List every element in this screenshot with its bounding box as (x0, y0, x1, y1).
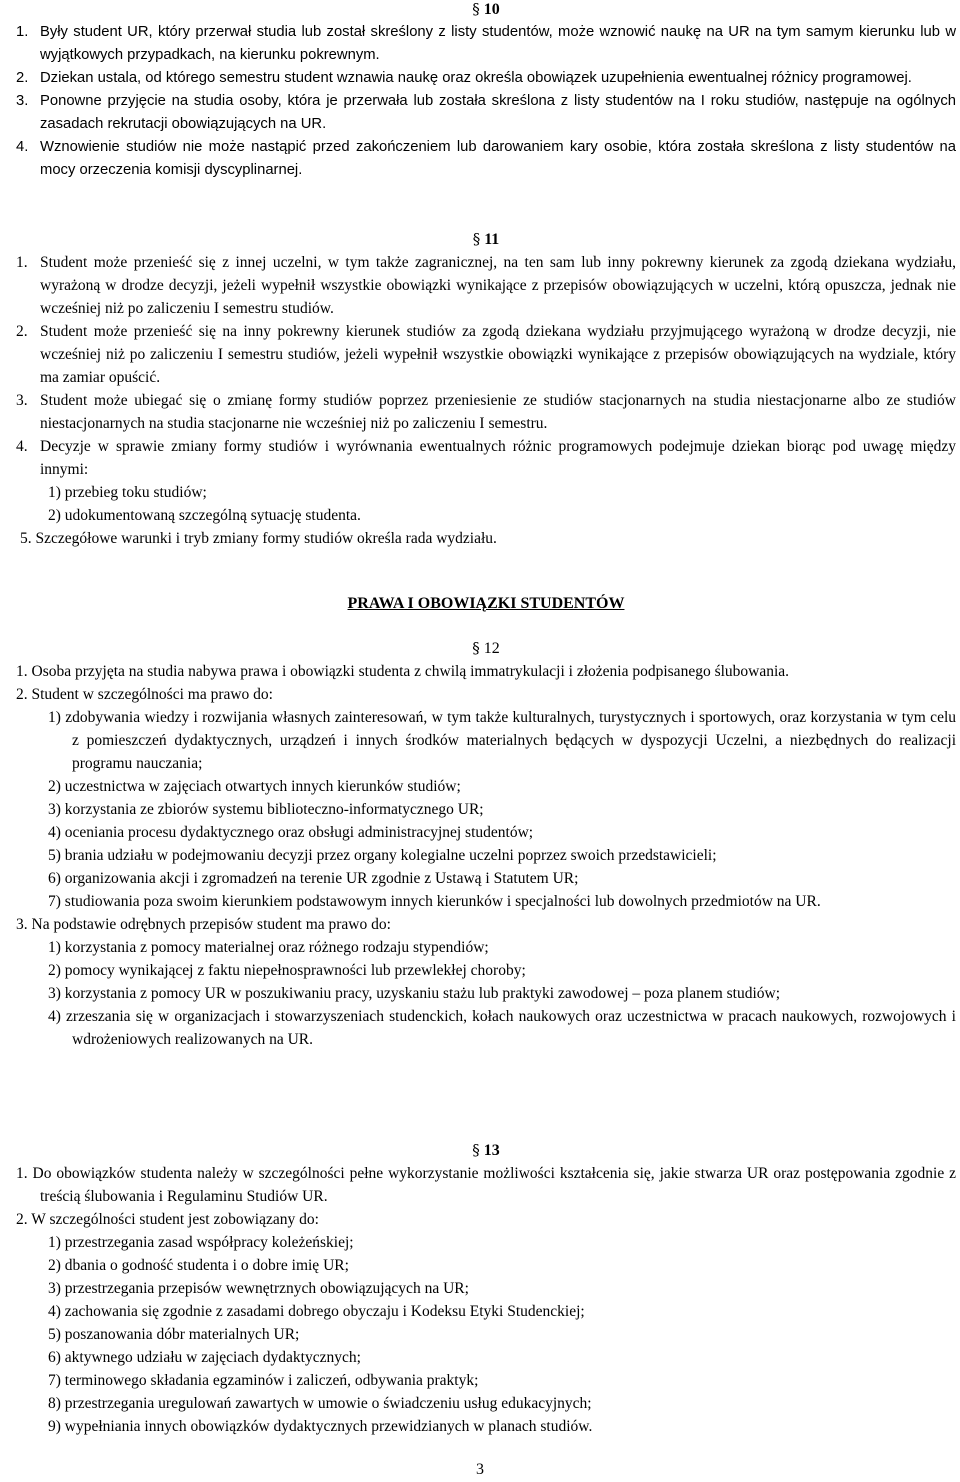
list-item: 1. Osoba przyjęta na studia nabywa prawa i obowiązki studenta z chwilą immatrykulacji i złożenia podpisanego ślubowania. (16, 663, 790, 680)
list-item: 2. Student może przenieść się na inny pokrewny kierunek studiów za zgodą dziekana wydziału przyjmującego wyrażoną w drodze decyzji, nie wcześniej niż po zaliczeniu I semestru studiów, jeżeli wypełnił wszystkie obowiązki wynikające z przepisów obowiązujących na wydziale, który ma zamiar opuścić. (16, 323, 956, 386)
list-item: 3) korzystania z pomocy UR w poszukiwaniu pracy, uzyskaniu stażu lub praktyki zawodowej – poza planem studiów; (48, 985, 781, 1002)
list-item: 6) aktywnego udziału w zajęciach dydaktycznych; (48, 1349, 361, 1366)
list-item: 3. Ponowne przyjęcie na studia osoby, która je przerwała lub została skreślona z listy studentów na I roku studiów, następuje na ogólnych zasadach rekrutacji obowiązujących na UR. (16, 93, 956, 132)
list-item: 2) udokumentowaną szczególną sytuację studenta. (48, 507, 361, 524)
page-number: 3 (476, 1461, 484, 1478)
list-item: 7) terminowego składania egzaminów i zaliczeń, odbywania praktyk; (48, 1372, 479, 1389)
list-item: 3. Na podstawie odrębnych przepisów student ma prawo do: (16, 916, 391, 933)
section-10-marker: § 10 (472, 0, 500, 18)
list-item: 4) zrzeszania się w organizacjach i stowarzyszeniach studenckich, kołach naukowych oraz uczestnictwa w pracach naukowych, rozwojowych i wdrożeniowych realizowanych na UR. (48, 1008, 956, 1048)
section-11-body (16, 251, 956, 550)
list-item: 7) studiowania poza swoim kierunkiem podstawowym innych kierunków i specjalności lub dowolnych przedmiotów na UR. (48, 893, 821, 910)
list-item: 1. Do obowiązków studenta należy w szczególności pełne wykorzystanie możliwości kształcenia się, jakie stwarza UR oraz postępowania zgodnie z treścią ślubowania i Regulaminu Studiów UR. (16, 1165, 956, 1205)
list-item: 3. Student może ubiegać się o zmianę formy studiów poprzez przeniesienie ze studiów stacjonarnych na studia niestacjonarne albo ze studiów niestacjonarnych na studia stacjonarne nie wcześniej niż po zaliczeniu I semestru. (16, 392, 956, 432)
list-item: 5) poszanowania dóbr materialnych UR; (48, 1326, 300, 1343)
section-13-marker: § 13 (472, 1141, 500, 1159)
list-item: 1) zdobywania wiedzy i rozwijania własnych zainteresowań, w tym także kulturalnych, turystycznych i sportowych, oraz korzystania w tym celu z pomieszczeń dydaktycznych, urządzeń i innych środków materialnych będących w dyspozycji Uczelni, a niezbędnych do realizacji programu nauczania; (48, 709, 956, 772)
list-item: 6) organizowania akcji i zgromadzeń na terenie UR zgodnie z Ustawą i Statutem UR; (48, 870, 579, 887)
section-10-body (16, 21, 956, 182)
list-item: 4) zachowania się zgodnie z zasadami dobrego obyczaju i Kodeksu Etyki Studenckiej; (48, 1303, 585, 1320)
list-item: 1) przebieg toku studiów; (48, 484, 207, 501)
list-item: 2. Dziekan ustala, od którego semestru student wznawia naukę oraz określa obowiązek uzupełnienia ewentualnej różnicy programowej. (16, 70, 912, 86)
list-item: 5. Szczegółowe warunki i tryb zmiany formy studiów określa rada wydziału. (20, 530, 497, 547)
sub-list (16, 481, 956, 527)
list-item: 2) uczestnictwa w zajęciach otwartych innych kierunków studiów; (48, 778, 461, 795)
list-item: 2. Student w szczególności ma prawo do: (16, 686, 273, 703)
list-item: 2) dbania o godność studenta i o dobre imię UR; (48, 1257, 349, 1274)
list-item: 9) wypełniania innych obowiązków dydaktycznych przewidzianych w planach studiów. (48, 1418, 593, 1435)
list-item: 3) przestrzegania przepisów wewnętrznych obowiązujących na UR; (48, 1280, 469, 1297)
list-item: 8) przestrzegania uregulowań zawartych w umowie o świadczeniu usług edukacyjnych; (48, 1395, 592, 1412)
list-item: 1. Student może przenieść się z innej uczelni, w tym także zagranicznej, na ten sam lub inny pokrewny kierunek za zgodą dziekana wydziału, wyrażoną w drodze decyzji, jeżeli wypełnił wszystkie obowiązki wynikające z przepisów obowiązujących w uczelni, którą opuszcza, jednak nie wcześniej niż po zaliczeniu I semestru studiów. (16, 254, 956, 317)
list-item: 2. W szczególności student jest zobowiązany do: (16, 1211, 319, 1228)
section-12-body (16, 660, 956, 1051)
section-12-marker: § 12 (472, 639, 500, 657)
list-item: 3) korzystania ze zbiorów systemu biblioteczno-informatycznego UR; (48, 801, 484, 818)
section-13-body (16, 1162, 956, 1438)
list-item: 2) pomocy wynikającej z faktu niepełnosprawności lub przewlekłej choroby; (48, 962, 526, 979)
list-item: 4. Decyzje w sprawie zmiany formy studiów i wyrównania ewentualnych różnic programowych podejmuje dziekan biorąc pod uwagę między innymi: (16, 438, 956, 478)
section-11-marker: § 11 (472, 230, 500, 248)
list-item: 4) oceniania procesu dydaktycznego oraz obsługi administracyjnej studentów; (48, 824, 534, 841)
list-item: 4. Wznowienie studiów nie może nastąpić przed zakończeniem lub darowaniem kary osobie, która została skreślona z listy studentów na mocy orzeczenia komisji dyscyplinarnej. (16, 139, 956, 178)
list-item: 1) przestrzegania zasad współpracy koleżeńskiej; (48, 1234, 354, 1251)
list-item: 5) brania udziału w podejmowaniu decyzji przez organy kolegialne uczelni poprzez swoich przedstawicieli; (48, 847, 717, 864)
section-heading: PRAWA I OBOWIĄZKI STUDENTÓW (347, 595, 625, 612)
list-item: 1) korzystania z pomocy materialnej oraz różnego rodzaju stypendiów; (48, 939, 489, 956)
list-item: 1. Były student UR, który przerwał studia lub został skreślony z listy studentów, może wznowić naukę na UR na tym samym kierunku lub w wyjątkowych przypadkach, na kierunku pokrewnym. (16, 24, 956, 63)
